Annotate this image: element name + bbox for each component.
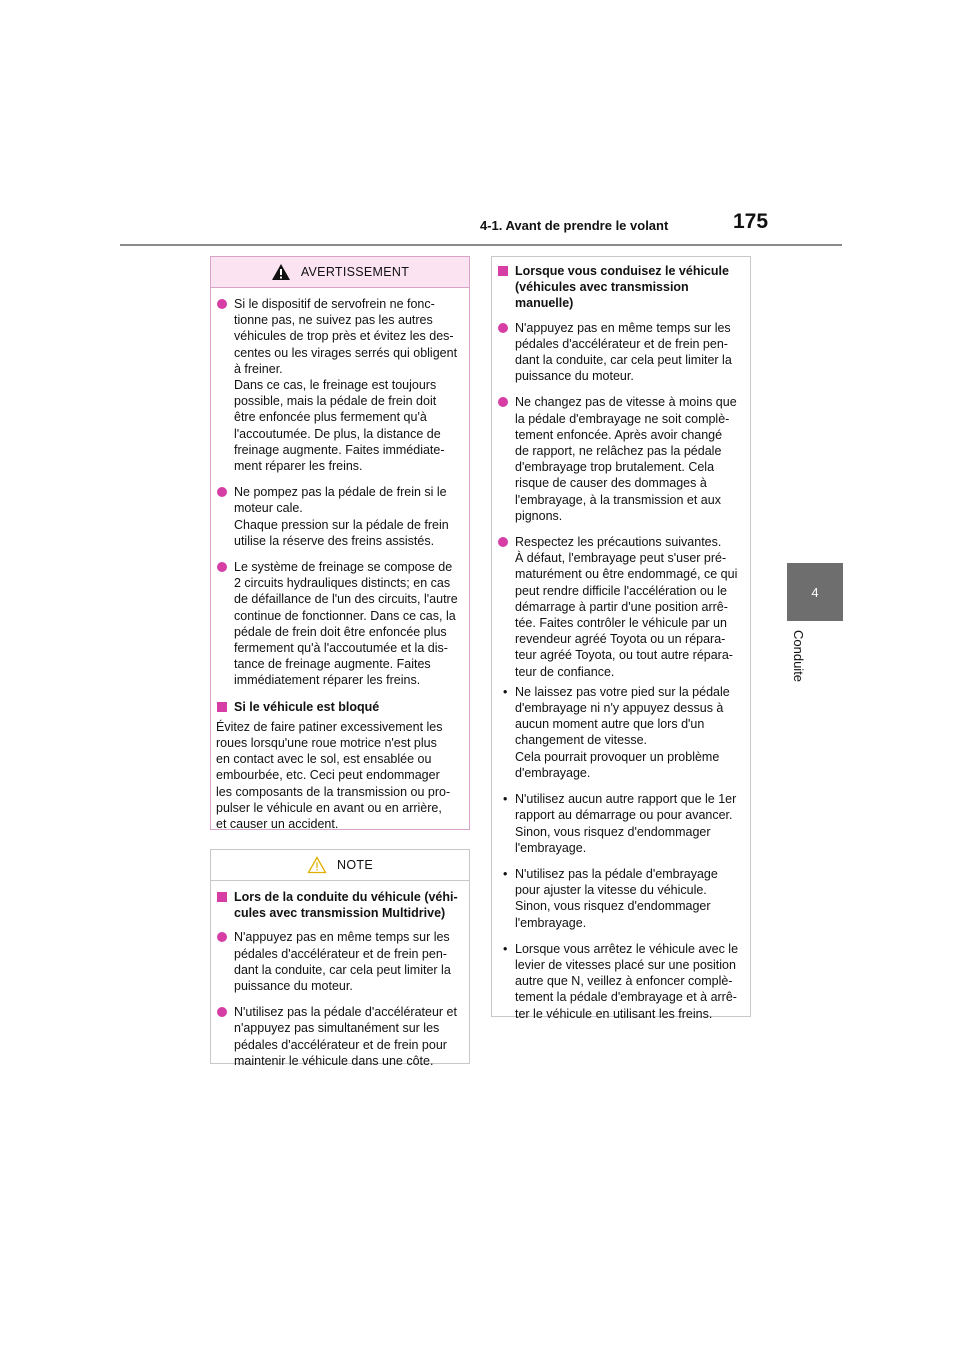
note-box <box>210 849 470 1068</box>
text-line: peut rendre difficile l'accélération ou le <box>515 583 728 598</box>
text-line: Ne laissez pas votre pied sur la pédale <box>515 684 730 699</box>
text-line: N'utilisez pas la pédale d'accélérateur et <box>234 1005 457 1020</box>
text-line: possible, mais la pédale de frein doit <box>234 394 437 409</box>
text-line: pédales d'accélérateur et de frein pen- <box>234 946 447 961</box>
list-item <box>497 534 742 680</box>
text-line: teur de confiance. <box>515 664 615 679</box>
section-heading: Si le véhicule est bloqué <box>216 699 461 715</box>
text-line: Lors de la conduite du véhicule (véhi- <box>234 890 458 904</box>
text-line: tionne pas, ne suivez pas les autres <box>234 313 433 328</box>
text-line: l'embrayage. <box>515 840 587 855</box>
list-item <box>216 1004 461 1069</box>
middle-dot-icon: • <box>503 941 508 956</box>
text-line: pédale de frein doit être enfoncée plus <box>234 624 447 639</box>
square-bullet-icon <box>217 702 227 712</box>
text-line: roues lorsqu'une roue motrice n'est plus <box>216 736 437 751</box>
list-item <box>216 484 461 549</box>
bullet-icon <box>217 562 227 572</box>
paragraph <box>216 719 461 832</box>
warning-body <box>211 288 469 832</box>
text-line: véhicules de trop près et évitez les des- <box>234 329 454 344</box>
text-line: immédiatement réparer les freins. <box>234 673 421 688</box>
text-line: Dans ce cas, le freinage est toujours <box>234 378 437 393</box>
text-line: d'embrayage. <box>515 765 591 780</box>
middle-dot-icon: • <box>503 684 508 699</box>
text-line: Cela pourrait provoquer un problème <box>515 749 720 764</box>
text-line: tement la pédale d'embrayage et à arrê- <box>515 990 737 1005</box>
bullet-icon <box>217 299 227 309</box>
section-heading <box>497 263 742 312</box>
text-line: rapport au démarrage ou pour avancer. <box>515 808 733 823</box>
list-item <box>497 320 742 385</box>
text-line: la pédale d'embrayage ne soit complè- <box>515 411 730 426</box>
bullet-icon <box>217 1007 227 1017</box>
text-line: maintenir le véhicule dans une côte. <box>234 1053 434 1068</box>
text-line: l'embrayage, à la transmission et aux <box>515 492 721 507</box>
note-body <box>211 881 469 1069</box>
text-line: Sinon, vous risquez d'endommager <box>515 824 711 839</box>
text-line: embourbée, etc. Ceci peut endommager <box>216 768 440 783</box>
text-line: et causer un accident. <box>216 817 339 832</box>
page-number: 175 <box>733 210 769 233</box>
manual-transmission-body <box>492 257 750 1022</box>
text-line: être enfoncée plus fermement qu'à <box>234 410 427 425</box>
middle-dot-icon: • <box>503 866 508 881</box>
text-line: manuelle) <box>515 296 574 311</box>
text-line: Ne changez pas de vitesse à moins que <box>515 395 737 410</box>
text-line: tée. Faites contrôler le véhicule par un <box>515 616 727 631</box>
text-line: autre que N, veillez à enfoncer complè- <box>515 974 733 989</box>
text-line: continue de fonctionner. Dans ce cas, la <box>234 608 456 623</box>
sub-list-item <box>497 941 742 1022</box>
section-heading <box>216 889 461 921</box>
text-line: tement enfoncée. Après avoir changé <box>515 427 723 442</box>
text-line: maturément ou être endommagé, ce qui <box>515 567 738 582</box>
text-line: levier de vitesses placé sur une position <box>515 957 736 972</box>
text-line: Ne pompez pas la pédale de frein si le <box>234 485 447 500</box>
bullet-icon <box>217 932 227 942</box>
bullet-icon <box>498 537 508 547</box>
text-line: centes ou les virages serrés qui obligent <box>234 345 458 360</box>
header-divider <box>120 244 842 246</box>
text-line: en contact avec le sol, est ensablée ou <box>216 752 432 767</box>
square-bullet-icon <box>498 266 508 276</box>
middle-dot-icon: • <box>503 792 508 807</box>
text-line: pédales d'accélérateur et de frein pour <box>234 1037 447 1052</box>
warning-header <box>211 257 469 288</box>
text-line: de défaillance de l'un des circuits, l'autre <box>234 592 458 607</box>
square-bullet-icon <box>217 892 227 902</box>
chapter-tab <box>787 563 843 621</box>
text-line: pédales d'accélérateur et de frein pen- <box>515 336 728 351</box>
chapter-number: 4 <box>811 584 819 600</box>
text-line: l'embrayage. <box>515 915 587 930</box>
caution-triangle-icon <box>307 856 327 874</box>
bullet-icon <box>498 323 508 333</box>
text-line: N'appuyez pas en même temps sur les <box>515 320 731 335</box>
bullet-icon <box>498 397 508 407</box>
text-line: ter le véhicule en utilisant les freins. <box>515 1006 713 1021</box>
text-line: Respectez les précautions suivantes. <box>515 535 722 550</box>
note-header <box>211 850 469 881</box>
text-line: Sinon, vous risquez d'endommager <box>515 899 711 914</box>
text-line: (véhicules avec transmission <box>515 280 689 295</box>
note-title: NOTE <box>337 858 373 872</box>
text-line: N'appuyez pas en même temps sur les <box>234 930 450 945</box>
text-line: les composants de la transmission ou pro- <box>216 784 451 799</box>
text-line: ment réparer les freins. <box>234 459 363 474</box>
text-line: Lorsque vous conduisez le véhicule <box>515 264 729 278</box>
warning-title: AVERTISSEMENT <box>300 265 410 279</box>
section-title: 4-1. Avant de prendre le volant <box>480 218 669 233</box>
text-line: puissance du moteur. <box>234 979 353 994</box>
text-line: n'appuyez pas simultanément sur les <box>234 1021 440 1036</box>
text-line: utilise la réserve des freins assistés. <box>234 533 435 548</box>
list-item <box>216 296 461 474</box>
text-line: aucun moment autre que lors d'un <box>515 717 705 732</box>
text-line: l'accoutumée. De plus, la distance de <box>234 426 441 441</box>
text-line: moteur cale. <box>234 501 303 516</box>
chapter-label: Conduite <box>791 630 806 683</box>
sub-list-item <box>497 684 742 781</box>
text-line: Le système de freinage se compose de <box>234 560 453 575</box>
text-line: tance de freinage augmente. Faites <box>234 657 431 672</box>
text-line: fermement qu'à l'accoutumée et la dis- <box>234 641 448 656</box>
text-line: Chaque pression sur la pédale de frein <box>234 517 449 532</box>
bullet-icon <box>217 487 227 497</box>
manual-transmission-box <box>491 256 751 1021</box>
list-item <box>216 929 461 994</box>
text-line: freinage augmente. Faites immédiate- <box>234 442 445 457</box>
text-line: revendeur agréé Toyota ou un répara- <box>515 632 726 647</box>
text-line: pignons. <box>515 508 563 523</box>
text-line: dant la conduite, car cela peut limiter la <box>234 962 451 977</box>
sub-list-item <box>497 791 742 856</box>
text-line: À défaut, l'embrayage peut s'user pré- <box>515 551 727 566</box>
text-line: pour ajuster la vitesse du véhicule. <box>515 883 707 898</box>
text-line: d'embrayage ni n'y appuyez dessus à <box>515 701 724 716</box>
warning-triangle-icon <box>271 263 291 281</box>
text-line: à freiner. <box>234 361 283 376</box>
text-line: démarrage à partir d'une position arrê- <box>515 599 728 614</box>
text-line: puissance du moteur. <box>515 369 634 384</box>
warning-box <box>210 256 470 830</box>
text-line: teur agréé Toyota, ou tout autre répara- <box>515 648 733 663</box>
text-line: 2 circuits hydrauliques distincts; en cas <box>234 576 451 591</box>
text-line: Si le dispositif de servofrein ne fonc- <box>234 297 435 311</box>
list-item <box>216 559 461 689</box>
text-line: dant la conduite, car cela peut limiter la <box>515 353 732 368</box>
text-line: Lorsque vous arrêtez le véhicule avec le <box>515 941 739 956</box>
list-item <box>497 394 742 524</box>
text-line: N'utilisez pas la pédale d'embrayage <box>515 866 718 881</box>
text-line: changement de vitesse. <box>515 733 648 748</box>
text-line: cules avec transmission Multidrive) <box>234 906 446 921</box>
text-line: Évitez de faire patiner excessivement les <box>216 719 443 734</box>
text-line: N'utilisez aucun autre rapport que le 1er <box>515 792 737 807</box>
text-line: risque de causer des dommages à <box>515 476 707 491</box>
sub-list-item <box>497 866 742 931</box>
text-line: d'embrayage trop brutalement. Cela <box>515 460 715 475</box>
text-line: de rapport, ne relâchez pas la pédale <box>515 444 722 459</box>
text-line: pulser le véhicule en avant ou en arrière, <box>216 800 442 815</box>
